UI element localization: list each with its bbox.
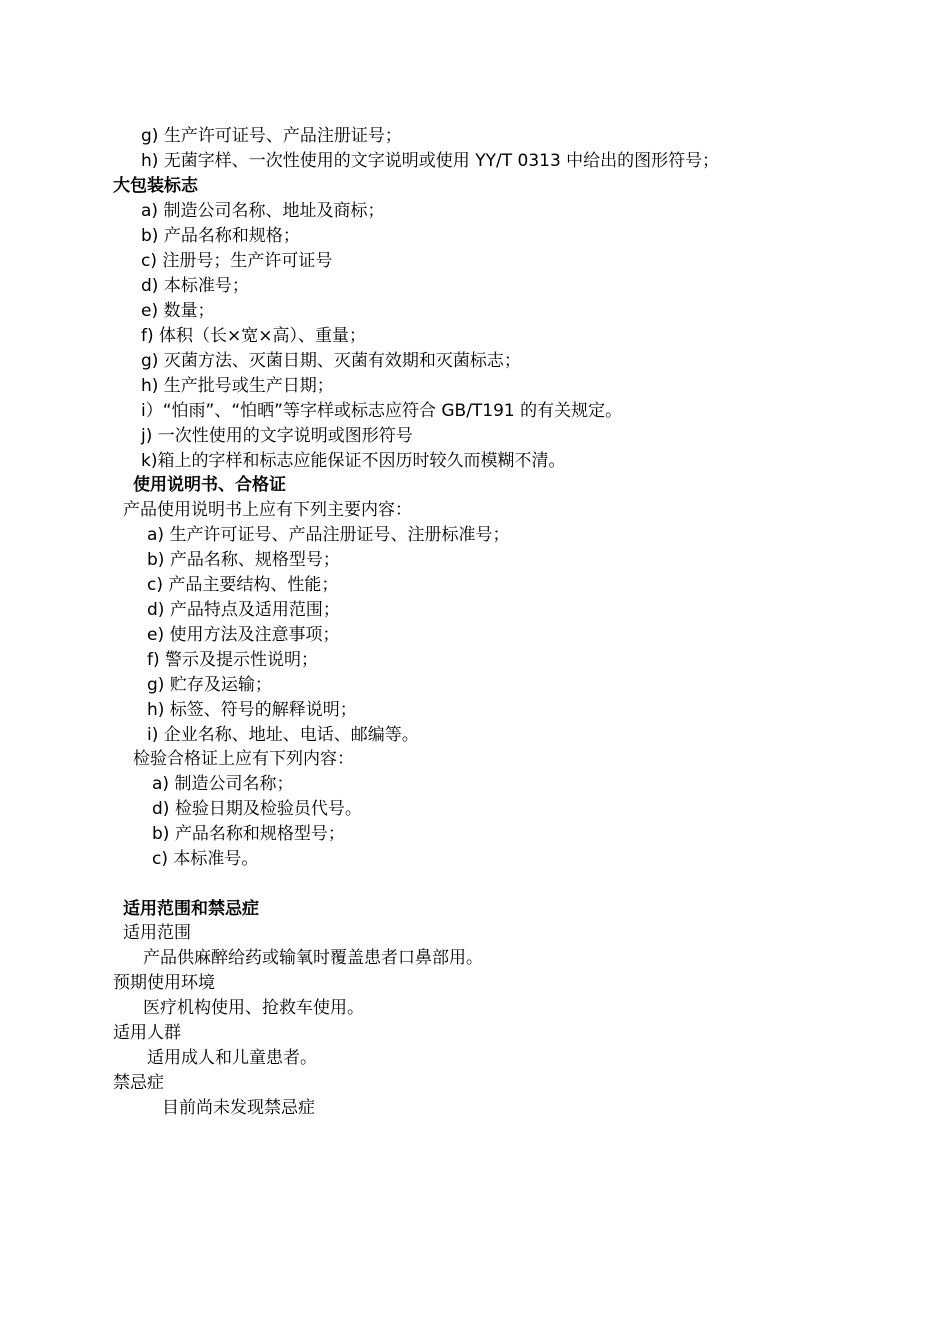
text-line: c) 产品主要结构、性能； [147,575,339,595]
text-line: d) 产品特点及适用范围； [147,600,340,620]
section-heading: 适用范围和禁忌症 [123,899,259,919]
text-line: a) 生产许可证号、产品注册证号、注册标准号； [147,525,510,545]
text-line: f) 警示及提示性说明； [147,650,319,670]
text-line: e) 使用方法及注意事项； [147,625,340,645]
text-line: 适用成人和儿童患者。 [147,1048,317,1068]
text-line: 目前尚未发现禁忌症 [162,1098,315,1118]
text-line: f) 体积（长×宽×高）、重量； [141,326,367,346]
text-line: h) 生产批号或生产日期； [141,376,334,396]
text-line: c) 注册号；生产许可证号 [141,251,333,271]
text-line: c) 本标准号。 [152,849,259,869]
text-line: 适用范围 [123,923,191,943]
section-heading: 大包装标志 [113,176,198,196]
text-line: g) 灭菌方法、灭菌日期、灭菌有效期和灭菌标志； [141,351,521,371]
text-line: d) 本标准号； [141,276,249,296]
text-line: b) 产品名称、规格型号； [147,550,340,570]
text-line: e) 数量； [141,301,215,321]
text-line: 预期使用环境 [113,973,215,993]
text-line: 检验合格证上应有下列内容： [133,749,354,769]
text-line: a) 制造公司名称； [152,774,294,794]
text-line: j) 一次性使用的文字说明或图形符号 [141,426,413,446]
text-line: g) 贮存及运输； [147,675,272,695]
text-line: 医疗机构使用、抢救车使用。 [143,998,364,1018]
section-heading: 使用说明书、合格证 [133,475,286,495]
text-line: g) 生产许可证号、产品注册证号； [141,126,402,146]
text-line: h) 标签、符号的解释说明； [147,700,357,720]
text-line: b) 产品名称和规格； [141,226,300,246]
text-line: b) 产品名称和规格型号； [152,824,345,844]
text-line: d) 检验日期及检验员代号。 [152,799,362,819]
text-line: i) 企业名称、地址、电话、邮编等。 [147,725,419,745]
text-line: 产品使用说明书上应有下列主要内容： [123,500,412,520]
text-line: h) 无菌字样、一次性使用的文字说明或使用 YY/T 0313 中给出的图形符号； [141,151,720,171]
text-line: a) 制造公司名称、地址及商标； [141,201,385,221]
text-line: k)箱上的字样和标志应能保证不因历时较久而模糊不清。 [141,451,566,471]
text-line: 适用人群 [113,1023,181,1043]
text-line: 禁忌症 [113,1073,164,1093]
text-line: 产品供麻醉给药或输氧时覆盖患者口鼻部用。 [143,948,483,968]
text-line: i）“怕雨”、“怕晒”等字样或标志应符合 GB/T191 的有关规定。 [141,401,623,421]
